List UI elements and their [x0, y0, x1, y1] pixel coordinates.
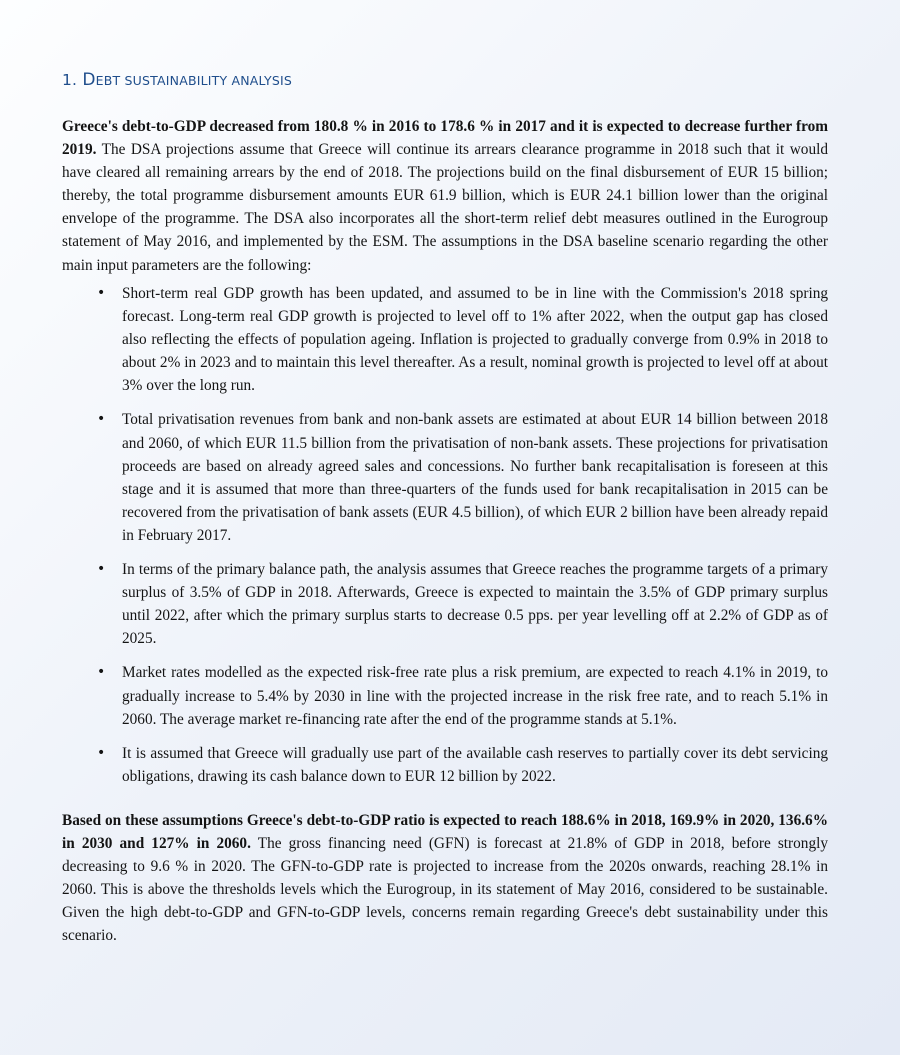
conclusion-text: The gross financing need (GFN) is forecast at 21.8% of GDP in 2018, before strongly decreasing to 9.6 % in 2020. The GFN-to-GDP rate is projected to increase from the 2020s onwards, reaching 28.1% in 2060. This is above the thresholds levels which the Eurogroup, in its statement of May 2016, considered to be sustainable. Given the high debt-to-GDP and GFN-to-GDP levels, concerns remain regarding Greece's debt sustainability under this scenario. — [62, 835, 828, 945]
list-item — [62, 282, 828, 397]
bullet-icon: • — [97, 664, 106, 681]
list-item — [62, 558, 828, 650]
list-item-text: Total privatisation revenues from bank and non-bank assets are estimated at about EUR 14 billion between 2018 and 2060, of which EUR 11.5 billion from the privatisation of non-bank assets. These projections for privatisation proceeds are based on already agreed sales and concessions. No further bank recapitalisation is foreseen at this stage and it is assumed that more than three-quarters of the funds used for bank recapitalisation in 2015 can be recovered from the privatisation of bank assets (EUR 4.5 billion), of which EUR 2 billion have been already repaid in February 2017. — [122, 411, 828, 544]
assumptions-list — [62, 282, 828, 799]
bullet-icon: • — [97, 285, 106, 301]
bullet-icon: • — [97, 561, 106, 578]
list-item-text: It is assumed that Greece will gradually use part of the available cash reserves to partially cover its debt servicing obligations, drawing its cash balance down to EUR 12 billion by 2022. — [122, 744, 828, 785]
section-number: 1. — [62, 71, 78, 89]
list-item — [62, 742, 828, 788]
list-item — [62, 661, 828, 730]
list-item-text: Market rates modelled as the expected risk-free rate plus a risk premium, are expected to reach 4.1% in 2019, to gradually increase to 5.4% by 2030 in line with the projected increase in the risk free rate, and to reach 5.1% in 2060. The average market re-financing rate after the end of the programme stands at 5.1%. — [122, 664, 828, 728]
list-item-text: Short-term real GDP growth has been updated, and assumed to be in line with the Commission's 2018 spring forecast. Long-term real GDP growth is projected to level off to 1% after 2022, when the output gap has closed also reflecting the effects of population ageing. Inflation is projected to gradually converge from 0.9% in 2018 to about 2% in 2023 and to maintain this level thereafter. As a result, nominal growth is projected to level off at about 3% over the long run. — [122, 285, 828, 395]
section-title-rest: EBT SUSTAINABILITY ANALYSIS — [95, 73, 293, 88]
conclusion-bold-lead: Based on these assumptions Greece's debt-to-GDP ratio is expected to reach 188.6% in 2018, 169.9% in 2020, 136.6% in 2030 and 127% in 2060. — [62, 812, 828, 853]
bullet-icon: • — [97, 744, 106, 761]
intro-text: The DSA projections assume that Greece will continue its arrears clearance programme in 2018 such that it would have cleared all remaining arrears by the end of 2018. The projections build on the final disbursement of EUR 15 billion; thereby, the total programme disbursement amounts EUR 61.9 billion, which is EUR 24.1 billion lower than the original envelope of the programme. The DSA also incorporates all the short-term relief debt measures outlined in the Eurogroup statement of May 2016, and implemented by the ESM. The assumptions in the DSA baseline scenario regarding the other main input parameters are the following: — [62, 141, 828, 274]
bullet-icon: • — [97, 411, 106, 428]
conclusion-paragraph — [62, 809, 828, 948]
section-heading — [62, 70, 292, 90]
section-title-initial: D — [82, 70, 96, 90]
intro-bold-lead: Greece's debt-to-GDP decreased from 180.8 % in 2016 to 178.6 % in 2017 and it is expected to decrease further from 2019. — [62, 118, 828, 159]
intro-paragraph — [62, 115, 828, 277]
list-item-text: In terms of the primary balance path, the analysis assumes that Greece reaches the programme targets of a primary surplus of 3.5% of GDP in 2018. Afterwards, Greece is expected to maintain the 3.5% of GDP primary surplus until 2022, after which the primary surplus starts to decrease 0.5 pps. per year levelling off at 2.2% of GDP as of 2025. — [122, 561, 828, 648]
list-item — [62, 408, 828, 547]
